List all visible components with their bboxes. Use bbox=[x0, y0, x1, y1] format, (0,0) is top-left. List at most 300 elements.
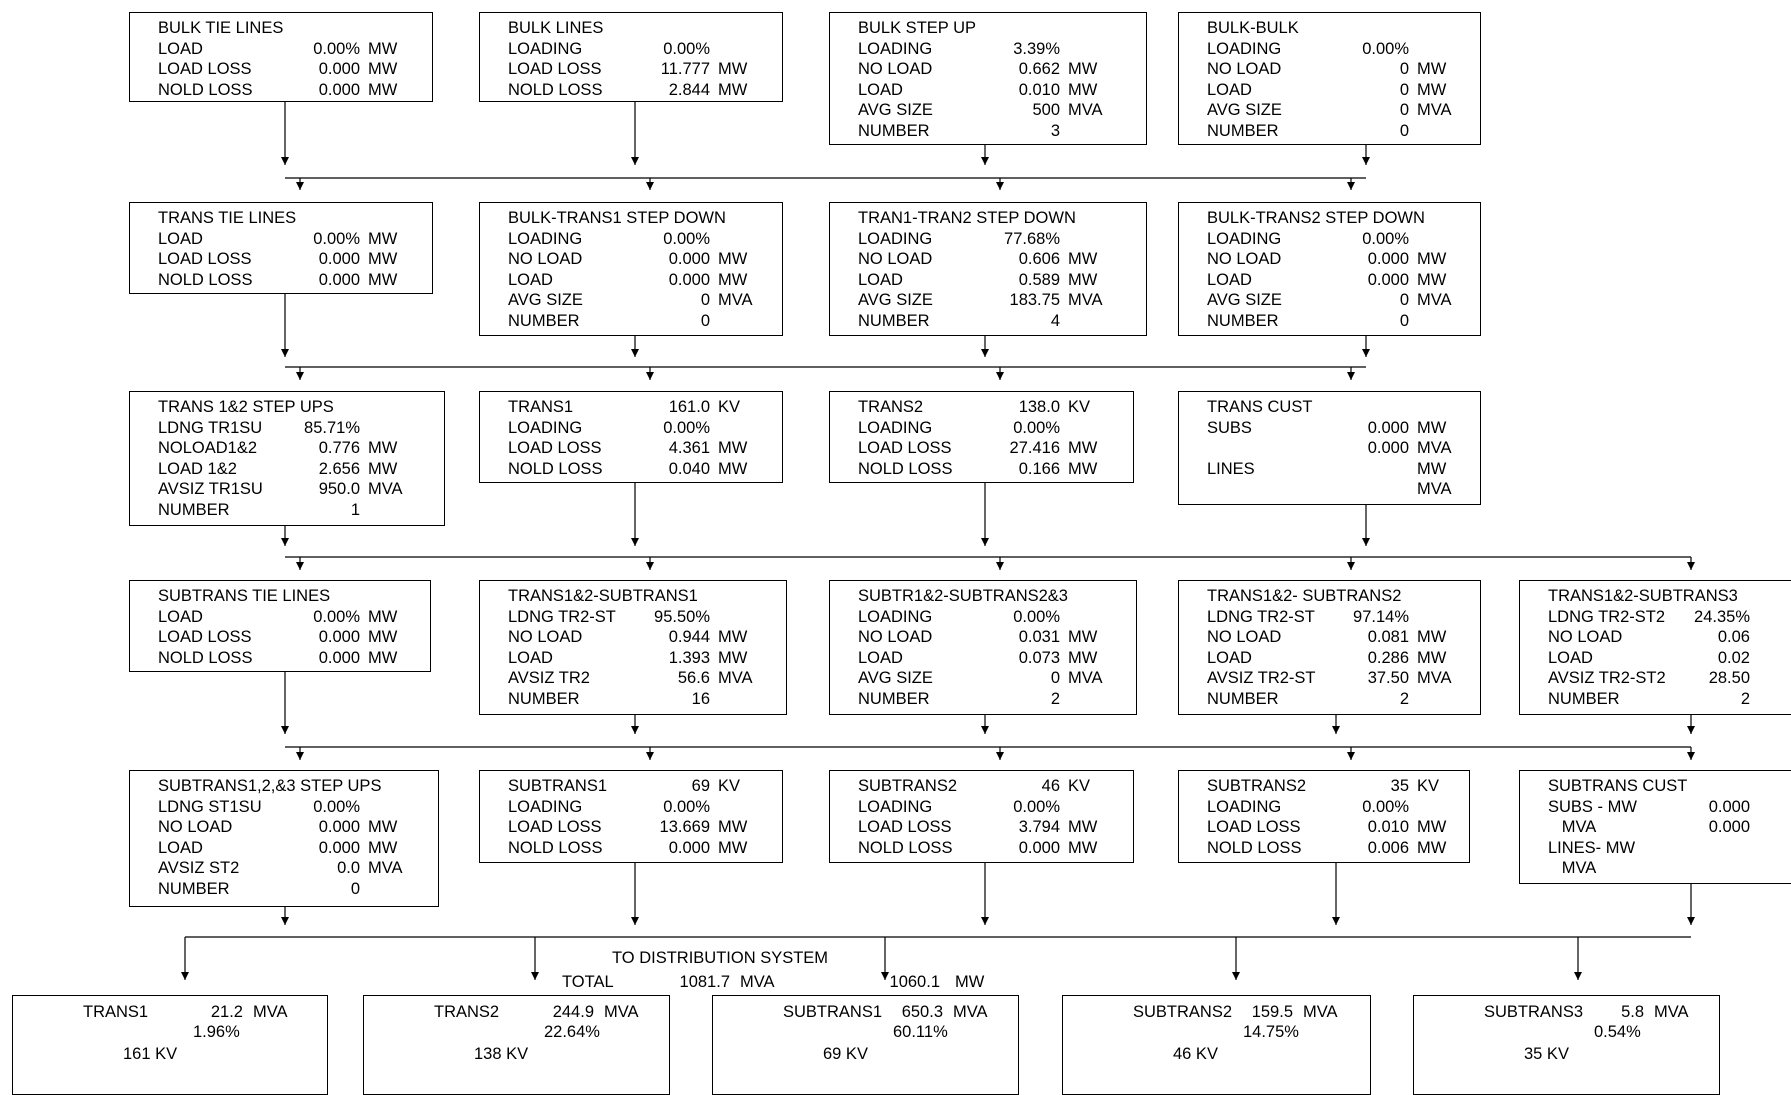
row-value: 0.000 bbox=[1367, 250, 1409, 268]
row-value: 97.14% bbox=[1353, 607, 1409, 626]
row-unit: MW bbox=[1068, 439, 1098, 457]
arrow-head-icon bbox=[981, 538, 989, 546]
row-unit: MW bbox=[1417, 459, 1447, 478]
box-bulk-trans2-step-down bbox=[1178, 202, 1481, 336]
row-label: NOLD LOSS bbox=[508, 838, 603, 857]
row-value: 0 bbox=[1399, 121, 1409, 140]
row-value: 0.010 bbox=[1018, 80, 1060, 99]
row-value: 27.416 bbox=[1009, 439, 1060, 457]
row-unit: MW bbox=[718, 628, 748, 646]
row-value: 0.000 bbox=[668, 270, 710, 289]
row-unit: MW bbox=[368, 818, 398, 836]
row-unit: MW bbox=[1417, 628, 1447, 646]
row-value: 0 bbox=[1399, 311, 1409, 330]
row-unit: MW bbox=[368, 250, 398, 268]
box-title: TRANS 1&2 STEP UPS bbox=[158, 398, 334, 416]
arrow-head-icon bbox=[296, 752, 304, 760]
row-value: 0.166 bbox=[1018, 459, 1060, 478]
row-value: 0.000 bbox=[1367, 439, 1409, 457]
distribution-total-mw-unit: MW bbox=[955, 973, 985, 991]
row-value: 37.50 bbox=[1367, 669, 1409, 687]
row-unit: MW bbox=[1068, 838, 1098, 857]
row-label: NUMBER bbox=[158, 879, 230, 898]
row-label: NO LOAD bbox=[858, 628, 933, 646]
row-value: 0.06 bbox=[1717, 628, 1750, 646]
row-label: MVA bbox=[1548, 818, 1597, 836]
arrow-head-icon bbox=[631, 349, 639, 357]
row-label: LINES- MW bbox=[1548, 838, 1636, 857]
row-unit: MVA bbox=[1068, 101, 1103, 119]
row-label: AVG SIZE bbox=[508, 291, 583, 309]
box-bulk-tie-lines bbox=[129, 12, 433, 102]
arrow-head-icon bbox=[181, 972, 189, 980]
row-unit: MW bbox=[718, 459, 748, 478]
row-value: 0.00% bbox=[1362, 39, 1409, 58]
row-value: 0.081 bbox=[1367, 628, 1409, 646]
row-value: 95.50% bbox=[654, 607, 710, 626]
distribution-box-dist-subtrans2 bbox=[1062, 995, 1371, 1095]
arrow-head-icon bbox=[296, 372, 304, 380]
arrow-head-icon bbox=[1362, 157, 1370, 165]
arrow-head-icon bbox=[996, 182, 1004, 190]
row-value: 1.393 bbox=[668, 648, 710, 667]
box-bulk-bulk bbox=[1178, 12, 1481, 145]
row-label: NO LOAD bbox=[1207, 628, 1282, 646]
row-label: NUMBER bbox=[158, 500, 230, 519]
arrow-head-icon bbox=[281, 349, 289, 357]
row-label: LOAD bbox=[1207, 270, 1252, 289]
row-value: 0.000 bbox=[318, 250, 360, 268]
row-value: 2 bbox=[1050, 689, 1060, 708]
box-title-unit: KV bbox=[718, 777, 741, 795]
row-value: 500 bbox=[1032, 101, 1060, 119]
box-title-unit: KV bbox=[1417, 777, 1440, 795]
arrow-head-icon bbox=[631, 726, 639, 734]
box-tran1-tran2-step-down bbox=[829, 202, 1147, 336]
row-label: LOAD bbox=[1548, 648, 1593, 667]
row-label: LOAD bbox=[858, 648, 903, 667]
row-label: AVG SIZE bbox=[858, 101, 933, 119]
row-label: NOLD LOSS bbox=[1207, 838, 1302, 857]
row-unit: MVA bbox=[1417, 669, 1452, 687]
box-trans1 bbox=[479, 391, 783, 483]
dist-kv: 46 KV bbox=[1173, 1045, 1218, 1063]
row-label: LOAD bbox=[858, 80, 903, 99]
row-value: 0 bbox=[1050, 669, 1060, 687]
row-label: LOADING bbox=[1207, 797, 1282, 816]
box-trans1-2-subtrans1 bbox=[479, 580, 787, 715]
row-value: 0.073 bbox=[1018, 648, 1060, 667]
row-label: NUMBER bbox=[1548, 689, 1620, 708]
arrow-head-icon bbox=[631, 538, 639, 546]
row-label: LOAD bbox=[158, 607, 203, 626]
box-title: TRANS1&2-SUBTRANS3 bbox=[1548, 587, 1738, 605]
box-title: TRANS1&2-SUBTRANS1 bbox=[508, 587, 698, 605]
box-trans1-2-subtrans2 bbox=[1178, 580, 1481, 715]
box-title: TRANS TIE LINES bbox=[158, 209, 297, 227]
row-value: 0 bbox=[1399, 101, 1409, 119]
row-value: 0.0 bbox=[337, 859, 360, 877]
arrow-head-icon bbox=[981, 349, 989, 357]
box-title: TRANS1 bbox=[508, 398, 574, 416]
row-unit: MW bbox=[1068, 648, 1098, 667]
row-label: LOAD bbox=[858, 270, 903, 289]
arrow-head-icon bbox=[1347, 372, 1355, 380]
row-unit: MW bbox=[1068, 459, 1098, 478]
row-label: NOLD LOSS bbox=[158, 648, 253, 667]
row-value: 0 bbox=[700, 311, 710, 330]
dist-pct: 60.11% bbox=[893, 1023, 948, 1041]
dist-unit: MVA bbox=[1654, 1003, 1689, 1021]
arrow-head-icon bbox=[1687, 726, 1695, 734]
row-label: NOLD LOSS bbox=[858, 838, 953, 857]
row-value: 0 bbox=[1399, 60, 1409, 78]
row-unit: MW bbox=[718, 648, 748, 667]
row-label: LOAD LOSS bbox=[508, 818, 602, 836]
distribution-box-dist-subtrans3 bbox=[1413, 995, 1720, 1095]
row-value: 85.71% bbox=[304, 418, 360, 437]
row-label: NO LOAD bbox=[858, 60, 933, 78]
dist-unit: MVA bbox=[1303, 1003, 1338, 1021]
distribution-box-dist-trans1 bbox=[12, 995, 328, 1095]
row-value: 0.010 bbox=[1367, 818, 1409, 836]
row-value: 0.00% bbox=[663, 39, 710, 58]
row-label: LDNG TR2-ST bbox=[1207, 607, 1315, 626]
box-subtrans2-46 bbox=[829, 770, 1134, 863]
row-value: 3 bbox=[1050, 121, 1060, 140]
row-value: 77.68% bbox=[1004, 229, 1060, 248]
row-unit: MW bbox=[368, 648, 398, 667]
row-label: LOAD LOSS bbox=[1207, 818, 1301, 836]
row-unit: MW bbox=[718, 60, 748, 78]
box-title: TRAN1-TRAN2 STEP DOWN bbox=[858, 209, 1076, 227]
row-unit: MW bbox=[368, 80, 398, 99]
row-unit: MW bbox=[368, 628, 398, 646]
row-value: 0.589 bbox=[1018, 270, 1060, 289]
row-unit: MW bbox=[368, 39, 398, 58]
row-label: AVSIZ ST2 bbox=[158, 859, 240, 877]
row-unit: MW bbox=[718, 838, 748, 857]
box-title-value: 46 bbox=[1041, 777, 1060, 795]
arrow-head-icon bbox=[1687, 752, 1695, 760]
row-unit: MW bbox=[1068, 60, 1098, 78]
dist-pct: 22.64% bbox=[544, 1023, 600, 1041]
row-label: NO LOAD bbox=[158, 818, 233, 836]
box-title-value: 69 bbox=[691, 777, 710, 795]
arrow-head-icon bbox=[1332, 917, 1340, 925]
row-value: 0.000 bbox=[318, 838, 360, 857]
dist-value: 244.9 bbox=[552, 1003, 594, 1021]
box-trans1-2-subtrans3 bbox=[1519, 580, 1791, 715]
arrow-head-icon bbox=[996, 372, 1004, 380]
row-unit: MW bbox=[1417, 418, 1447, 437]
arrow-head-icon bbox=[1232, 972, 1240, 980]
arrow-head-icon bbox=[981, 157, 989, 165]
dist-name: SUBTRANS1 bbox=[783, 1003, 883, 1021]
row-label: LOAD LOSS bbox=[508, 439, 602, 457]
row-value: 0.00% bbox=[1013, 418, 1060, 437]
box-title-value: 138.0 bbox=[1018, 398, 1060, 416]
row-value: 3.794 bbox=[1018, 818, 1060, 836]
box-title-unit: KV bbox=[718, 398, 741, 416]
row-value: 0.000 bbox=[1367, 270, 1409, 289]
row-unit: MW bbox=[368, 607, 398, 626]
distribution-box-dist-subtrans1 bbox=[712, 995, 1019, 1095]
dist-pct: 0.54% bbox=[1594, 1023, 1641, 1041]
dist-kv: 69 KV bbox=[823, 1045, 868, 1063]
row-value: 0.000 bbox=[668, 838, 710, 857]
row-unit: MW bbox=[1417, 80, 1447, 99]
box-subtrans-cust bbox=[1519, 770, 1791, 884]
row-label: NUMBER bbox=[508, 689, 580, 708]
row-label: LDNG TR1SU bbox=[158, 418, 263, 437]
distribution-total-label: TOTAL bbox=[562, 973, 614, 991]
row-label: LOADING bbox=[858, 229, 933, 248]
box-title: BULK-BULK bbox=[1207, 19, 1299, 37]
row-unit: MW bbox=[368, 270, 398, 289]
row-label: NOLD LOSS bbox=[158, 270, 253, 289]
distribution-box-dist-trans2 bbox=[363, 995, 670, 1095]
row-label: NOLD LOSS bbox=[858, 459, 953, 478]
row-value: 0.00% bbox=[313, 229, 360, 248]
row-label: NUMBER bbox=[858, 121, 930, 140]
box-trans-1-2-step-ups bbox=[129, 391, 445, 526]
row-unit: MW bbox=[1417, 250, 1447, 268]
dist-value: 650.3 bbox=[901, 1003, 943, 1021]
row-value: 0.00% bbox=[313, 797, 360, 816]
arrow-head-icon bbox=[996, 562, 1004, 570]
box-title: BULK TIE LINES bbox=[158, 19, 284, 37]
row-value: 0.000 bbox=[318, 270, 360, 289]
row-value: 2.844 bbox=[668, 80, 710, 99]
row-label: LOADING bbox=[858, 418, 933, 437]
row-value: 4.361 bbox=[668, 439, 710, 457]
box-subtrans1 bbox=[479, 770, 783, 863]
row-value: 0 bbox=[1399, 80, 1409, 99]
row-value: 0.000 bbox=[318, 628, 360, 646]
row-label: LDNG TR2-ST2 bbox=[1548, 607, 1666, 626]
row-value: 0 bbox=[700, 291, 710, 309]
row-label: LOADING bbox=[858, 797, 933, 816]
row-value: 0.00% bbox=[313, 39, 360, 58]
arrow-head-icon bbox=[281, 538, 289, 546]
row-value: 24.35% bbox=[1694, 607, 1750, 626]
arrow-head-icon bbox=[1687, 917, 1695, 925]
arrow-head-icon bbox=[631, 917, 639, 925]
arrow-head-icon bbox=[1347, 562, 1355, 570]
row-label: LOAD bbox=[1207, 80, 1252, 99]
row-unit: MW bbox=[718, 439, 748, 457]
row-label: NO LOAD bbox=[508, 250, 583, 268]
row-label: NOLD LOSS bbox=[508, 459, 603, 478]
arrow-head-icon bbox=[646, 562, 654, 570]
dist-kv: 161 KV bbox=[123, 1045, 178, 1063]
row-unit: MW bbox=[1068, 80, 1098, 99]
row-label: NUMBER bbox=[1207, 121, 1279, 140]
row-label: NUMBER bbox=[1207, 689, 1279, 708]
arrow-head-icon bbox=[981, 726, 989, 734]
box-title-unit: KV bbox=[1068, 777, 1091, 795]
row-unit: MVA bbox=[1068, 669, 1103, 687]
row-unit: MW bbox=[1068, 270, 1098, 289]
row-label: LOAD LOSS bbox=[858, 439, 952, 457]
row-value: 0.00% bbox=[663, 418, 710, 437]
row-unit: MVA bbox=[368, 480, 403, 498]
dist-unit: MVA bbox=[953, 1003, 988, 1021]
row-unit: MW bbox=[718, 270, 748, 289]
row-unit: MW bbox=[718, 80, 748, 99]
row-label: SUBS - MW bbox=[1548, 797, 1637, 816]
arrow-head-icon bbox=[631, 157, 639, 165]
row-label: NOLOAD1&2 bbox=[158, 439, 258, 457]
row-label: LOADING bbox=[1207, 229, 1282, 248]
box-title: SUBTR1&2-SUBTRANS2&3 bbox=[858, 587, 1068, 605]
dist-name: SUBTRANS3 bbox=[1484, 1003, 1584, 1021]
row-label: AVG SIZE bbox=[858, 291, 933, 309]
row-value: 16 bbox=[691, 689, 710, 708]
arrow-head-icon bbox=[1347, 182, 1355, 190]
row-value: 0.000 bbox=[1708, 818, 1750, 836]
row-label: MVA bbox=[1548, 859, 1597, 877]
row-unit: MVA bbox=[718, 291, 753, 309]
row-value: 3.39% bbox=[1013, 39, 1060, 58]
row-unit: MW bbox=[1068, 250, 1098, 268]
row-value: 0 bbox=[1399, 291, 1409, 309]
box-title-unit: KV bbox=[1068, 398, 1091, 416]
row-label: LOAD LOSS bbox=[158, 628, 252, 646]
row-value: 0.000 bbox=[1708, 797, 1750, 816]
dist-value: 5.8 bbox=[1621, 1003, 1644, 1021]
row-value: 1 bbox=[350, 500, 360, 519]
box-subtrans2-35 bbox=[1178, 770, 1470, 863]
dist-name: TRANS2 bbox=[434, 1003, 500, 1021]
arrow-head-icon bbox=[1362, 538, 1370, 546]
row-value: 0.006 bbox=[1367, 838, 1409, 857]
row-value: 0.286 bbox=[1367, 648, 1409, 667]
row-value: 0 bbox=[350, 879, 360, 898]
row-value: 28.50 bbox=[1708, 669, 1750, 687]
row-label: NO LOAD bbox=[1548, 628, 1623, 646]
row-value: 0.040 bbox=[668, 459, 710, 478]
arrow-head-icon bbox=[281, 157, 289, 165]
row-unit: MW bbox=[1417, 818, 1447, 836]
arrow-head-icon bbox=[281, 917, 289, 925]
row-value: 0.00% bbox=[663, 229, 710, 248]
dist-value: 159.5 bbox=[1251, 1003, 1293, 1021]
box-title: BULK-TRANS1 STEP DOWN bbox=[508, 209, 726, 227]
row-label: NUMBER bbox=[1207, 311, 1279, 330]
row-unit: MW bbox=[718, 250, 748, 268]
row-unit: MVA bbox=[718, 669, 753, 687]
row-value: 0.000 bbox=[668, 250, 710, 268]
row-label: AVG SIZE bbox=[858, 669, 933, 687]
arrow-head-icon bbox=[281, 726, 289, 734]
box-title: SUBTRANS TIE LINES bbox=[158, 587, 331, 605]
row-label: AVSIZ TR2 bbox=[508, 669, 590, 687]
box-title: TRANS2 bbox=[858, 398, 924, 416]
dist-name: SUBTRANS2 bbox=[1133, 1003, 1233, 1021]
dist-value: 21.2 bbox=[210, 1003, 243, 1021]
row-value: 2 bbox=[1399, 689, 1409, 708]
row-label: LOADING bbox=[1207, 39, 1282, 58]
arrow-head-icon bbox=[646, 372, 654, 380]
row-label: AVSIZ TR2-ST2 bbox=[1548, 669, 1666, 687]
dist-name: TRANS1 bbox=[83, 1003, 149, 1021]
box-subtr1-2-subtrans2-3 bbox=[829, 580, 1137, 715]
row-value: 0.00% bbox=[663, 797, 710, 816]
row-label: LOADING bbox=[508, 418, 583, 437]
arrow-head-icon bbox=[1362, 349, 1370, 357]
dist-unit: MVA bbox=[253, 1003, 288, 1021]
box-title-value: 161.0 bbox=[668, 398, 710, 416]
box-title: SUBTRANS1,2,&3 STEP UPS bbox=[158, 777, 382, 795]
row-label: AVSIZ TR2-ST bbox=[1207, 669, 1316, 687]
row-value: 0.000 bbox=[1018, 838, 1060, 857]
arrow-head-icon bbox=[646, 182, 654, 190]
box-bulk-trans1-step-down bbox=[479, 202, 783, 336]
box-bulk-step-up bbox=[829, 12, 1147, 145]
box-bulk-lines bbox=[479, 12, 783, 102]
row-label: LOAD 1&2 bbox=[158, 459, 237, 478]
row-value: 11.777 bbox=[660, 60, 710, 78]
distribution-total-mw: 1060.1 bbox=[889, 973, 940, 991]
row-label: LOADING bbox=[858, 607, 933, 626]
row-unit: MW bbox=[368, 459, 398, 478]
box-subtrans-step-ups bbox=[129, 770, 439, 907]
row-unit: MVA bbox=[1417, 291, 1452, 309]
row-label: LOAD LOSS bbox=[858, 818, 952, 836]
row-label: NUMBER bbox=[858, 311, 930, 330]
row-value: 0.00% bbox=[1013, 797, 1060, 816]
row-label: LOAD LOSS bbox=[508, 60, 602, 78]
row-label: LOADING bbox=[508, 797, 583, 816]
row-unit: MVA bbox=[368, 859, 403, 877]
row-unit: MW bbox=[1068, 628, 1098, 646]
box-title: SUBTRANS2 bbox=[1207, 777, 1307, 795]
row-value: 2.656 bbox=[318, 459, 360, 478]
row-unit: MW bbox=[368, 838, 398, 857]
box-title: TRANS1&2- SUBTRANS2 bbox=[1207, 587, 1402, 605]
row-value: 0.000 bbox=[318, 818, 360, 836]
row-value: 0.662 bbox=[1018, 60, 1060, 78]
row-label: AVG SIZE bbox=[1207, 101, 1282, 119]
arrow-head-icon bbox=[1347, 752, 1355, 760]
arrow-head-icon bbox=[296, 562, 304, 570]
row-label: NUMBER bbox=[858, 689, 930, 708]
row-unit: MVA bbox=[1068, 291, 1103, 309]
row-label: LOAD bbox=[508, 648, 553, 667]
row-label: LOADING bbox=[858, 39, 933, 58]
row-unit: MW bbox=[368, 229, 398, 248]
row-label: LOAD bbox=[1207, 648, 1252, 667]
arrow-head-icon bbox=[981, 917, 989, 925]
row-value: 4 bbox=[1050, 311, 1060, 330]
box-title: BULK STEP UP bbox=[858, 19, 976, 37]
row-label: NO LOAD bbox=[1207, 60, 1282, 78]
row-label: LOAD LOSS bbox=[158, 250, 252, 268]
box-title: SUBTRANS CUST bbox=[1548, 777, 1688, 795]
arrow-head-icon bbox=[1687, 562, 1695, 570]
box-title: SUBTRANS2 bbox=[858, 777, 958, 795]
box-title-value: 35 bbox=[1390, 777, 1409, 795]
row-label: NOLD LOSS bbox=[508, 80, 603, 99]
row-label: NO LOAD bbox=[1207, 250, 1282, 268]
distribution-heading: TO DISTRIBUTION SYSTEM bbox=[612, 949, 829, 967]
row-label: NO LOAD bbox=[858, 250, 933, 268]
dist-kv: 35 KV bbox=[1524, 1045, 1569, 1063]
row-label: LOAD bbox=[158, 39, 203, 58]
row-label: LOAD bbox=[158, 229, 203, 248]
